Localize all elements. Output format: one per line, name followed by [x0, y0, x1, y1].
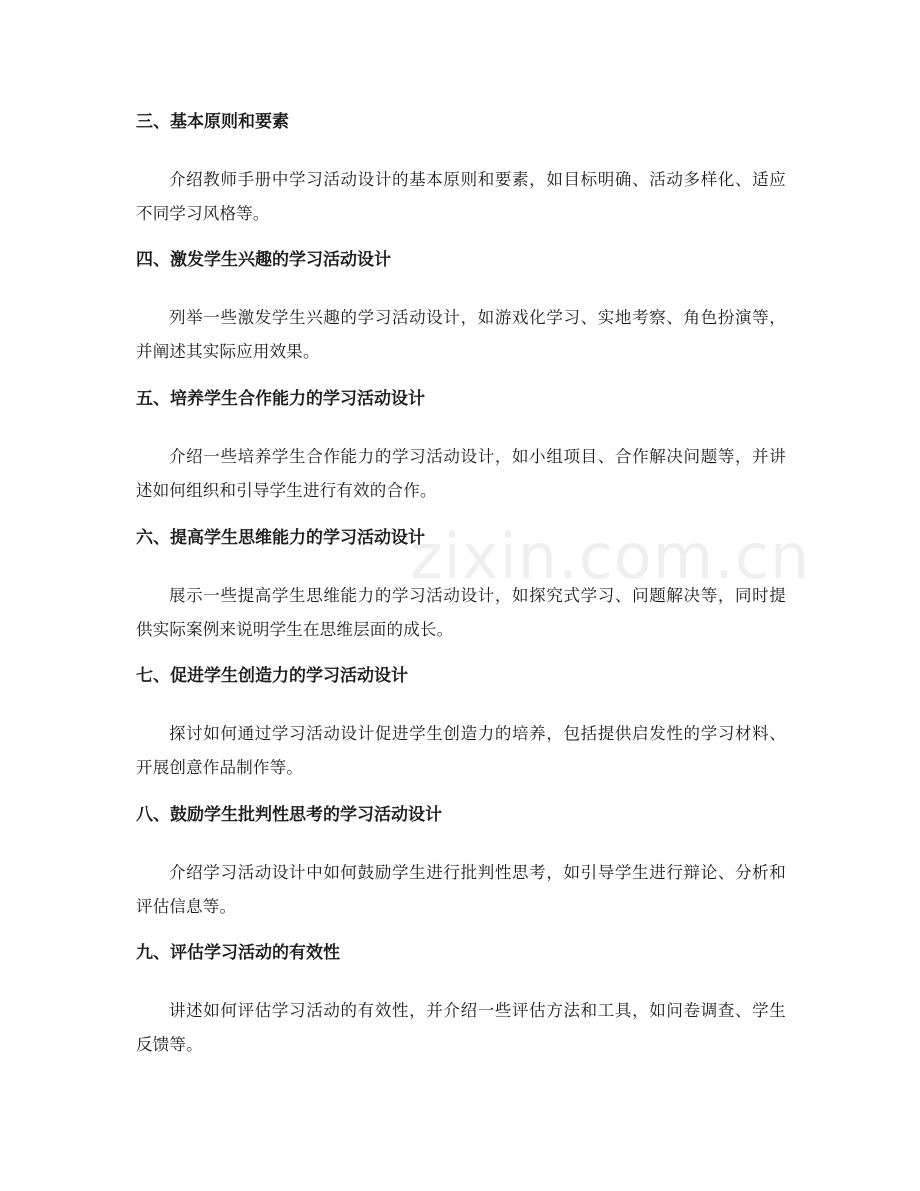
section-3 — [136, 110, 786, 231]
section-heading: 三、基本原则和要素 — [136, 112, 289, 132]
section-heading: 七、促进学生创造力的学习活动设计 — [136, 666, 408, 686]
section-paragraph: 介绍学习活动设计中如何鼓励学生进行批判性思考，如引导学生进行辩论、分析和评估信息等。 — [136, 863, 786, 916]
section-4 — [136, 248, 786, 369]
section-7 — [136, 664, 786, 785]
section-paragraph: 介绍教师手册中学习活动设计的基本原则和要素，如目标明确、活动多样化、适应不同学习风格等。 — [136, 170, 786, 223]
section-paragraph: 展示一些提高学生思维能力的学习活动设计，如探究式学习、问题解决等，同时提供实际案例来说明学生在思维层面的成长。 — [136, 586, 786, 639]
watermark: zixin.com.cn — [410, 520, 811, 593]
section-heading: 五、培养学生合作能力的学习活动设计 — [136, 389, 425, 409]
section-heading: 八、鼓励学生批判性思考的学习活动设计 — [136, 805, 442, 825]
section-paragraph: 讲述如何评估学习活动的有效性，并介绍一些评估方法和工具，如问卷调查、学生反馈等。 — [136, 1001, 786, 1054]
section-5 — [136, 387, 786, 508]
section-9 — [136, 941, 786, 1062]
section-paragraph: 列举一些激发学生兴趣的学习活动设计，如游戏化学习、实地考察、角色扮演等，并阐述其实际应用效果。 — [136, 308, 786, 361]
section-heading: 六、提高学生思维能力的学习活动设计 — [136, 528, 425, 548]
section-heading: 四、激发学生兴趣的学习活动设计 — [136, 250, 391, 270]
section-paragraph: 探讨如何通过学习活动设计促进学生创造力的培养，包括提供启发性的学习材料、开展创意作品制作等。 — [136, 724, 786, 777]
section-8 — [136, 803, 786, 924]
section-heading: 九、评估学习活动的有效性 — [136, 943, 340, 963]
section-paragraph: 介绍一些培养学生合作能力的学习活动设计，如小组项目、合作解决问题等，并讲述如何组织和引导学生进行有效的合作。 — [136, 447, 786, 500]
